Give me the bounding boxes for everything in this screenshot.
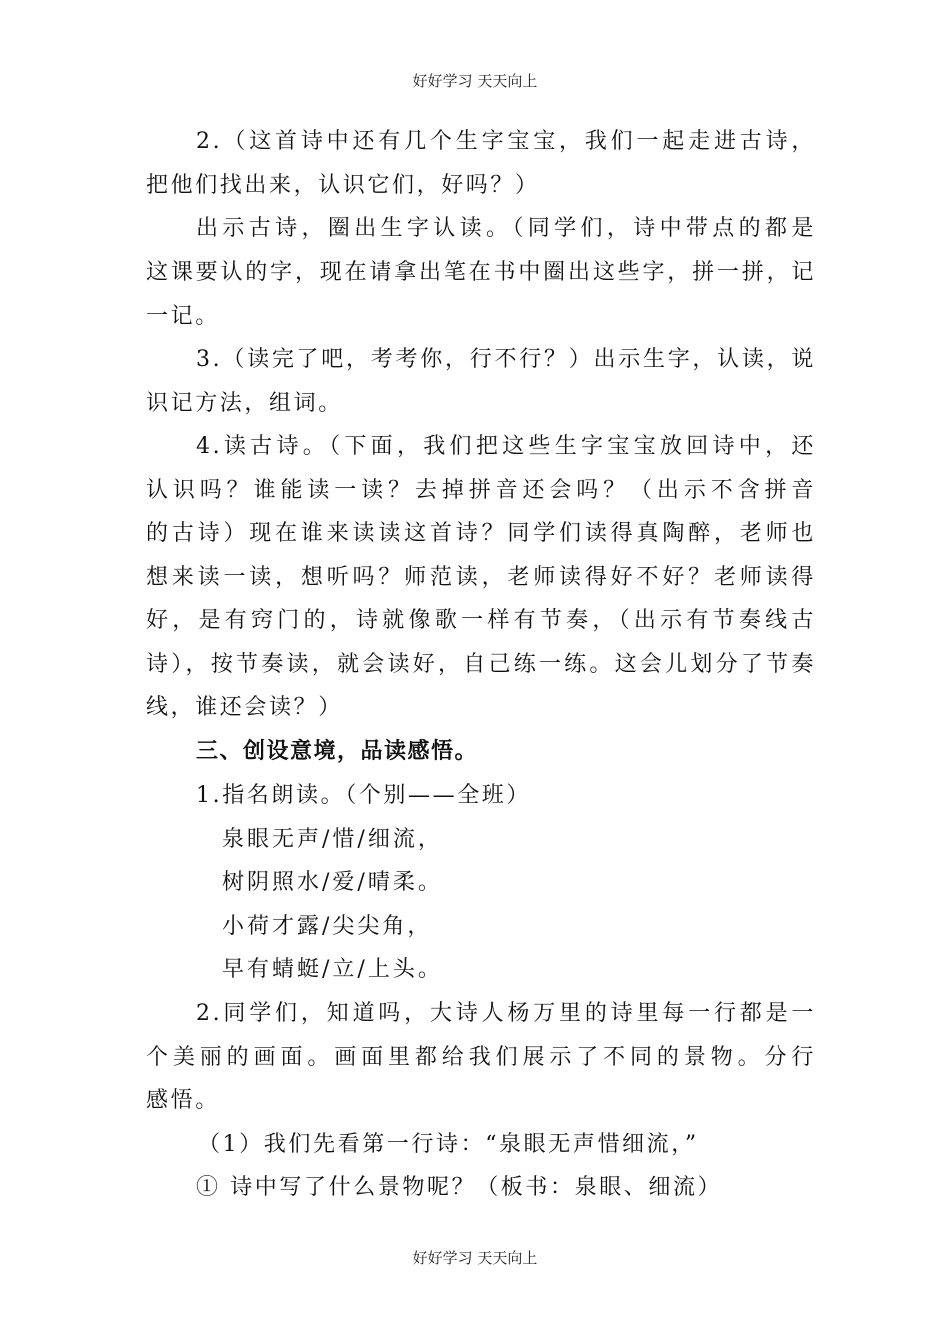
paragraph-line: 感悟。 xyxy=(146,1088,220,1113)
paragraph-line: 把他们找出来，认识它们，好吗？） xyxy=(146,173,540,198)
paragraph-line: （1）我们先看第一行诗：“泉眼无声惜细流，” xyxy=(198,1132,699,1157)
page-footer: 好好学习 天天向上 xyxy=(412,1249,538,1267)
paragraph-line: 1.指名朗读。（个别——全班） xyxy=(196,783,531,808)
poem-line: 泉眼无声/惜/细流， xyxy=(222,827,443,852)
paragraph-line: 认识吗？谁能读一读？去掉拼音还会吗？（出示不含拼音 xyxy=(146,478,816,503)
poem-line: 早有蜻蜓/立/上头。 xyxy=(222,957,443,982)
paragraph-line: ① 诗中写了什么景物呢？（板书：泉眼、细流） xyxy=(196,1175,723,1200)
page-header: 好好学习 天天向上 xyxy=(412,72,538,90)
paragraph-line: 2.（这首诗中还有几个生字宝宝，我们一起走进古诗， xyxy=(196,129,816,154)
paragraph-line: 诗），按节奏读，就会读好，自己练一练。这会儿划分了节奏 xyxy=(146,652,816,677)
poem-line: 小荷才露/尖尖角， xyxy=(222,914,433,939)
paragraph-line: 好，是有窍门的，诗就像歌一样有节奏，（出示有节奏线古 xyxy=(146,608,816,633)
paragraph-line: 4.读古诗。（下面，我们把这些生字宝宝放回诗中，还 xyxy=(196,434,816,459)
paragraph-line: 个美丽的画面。画面里都给我们展示了不同的景物。分行 xyxy=(146,1045,816,1070)
poem-line: 树阴照水/爱/晴柔。 xyxy=(222,870,443,895)
section-heading: 三、创设意境，品读感悟。 xyxy=(196,739,479,764)
paragraph-line: 这课要认的字，现在请拿出笔在书中圈出这些字，拼一拼，记 xyxy=(146,260,816,285)
paragraph-line: 一记。 xyxy=(146,304,220,329)
paragraph-line: 线，谁还会读？） xyxy=(146,695,343,720)
paragraph-line: 识记方法，组词。 xyxy=(146,391,343,416)
paragraph-line: 3.（读完了吧，考考你，行不行？）出示生字，认读，说 xyxy=(196,347,816,372)
paragraph-line: 的古诗）现在谁来读读这首诗？同学们读得真陶醉，老师也 xyxy=(146,521,816,546)
paragraph-line: 想来读一读，想听吗？师范读，老师读得好不好？老师读得 xyxy=(146,565,816,590)
paragraph-line: 出示古诗，圈出生字认读。（同学们，诗中带点的都是 xyxy=(196,216,816,241)
paragraph-line: 2.同学们，知道吗，大诗人杨万里的诗里每一行都是一 xyxy=(196,1001,816,1026)
